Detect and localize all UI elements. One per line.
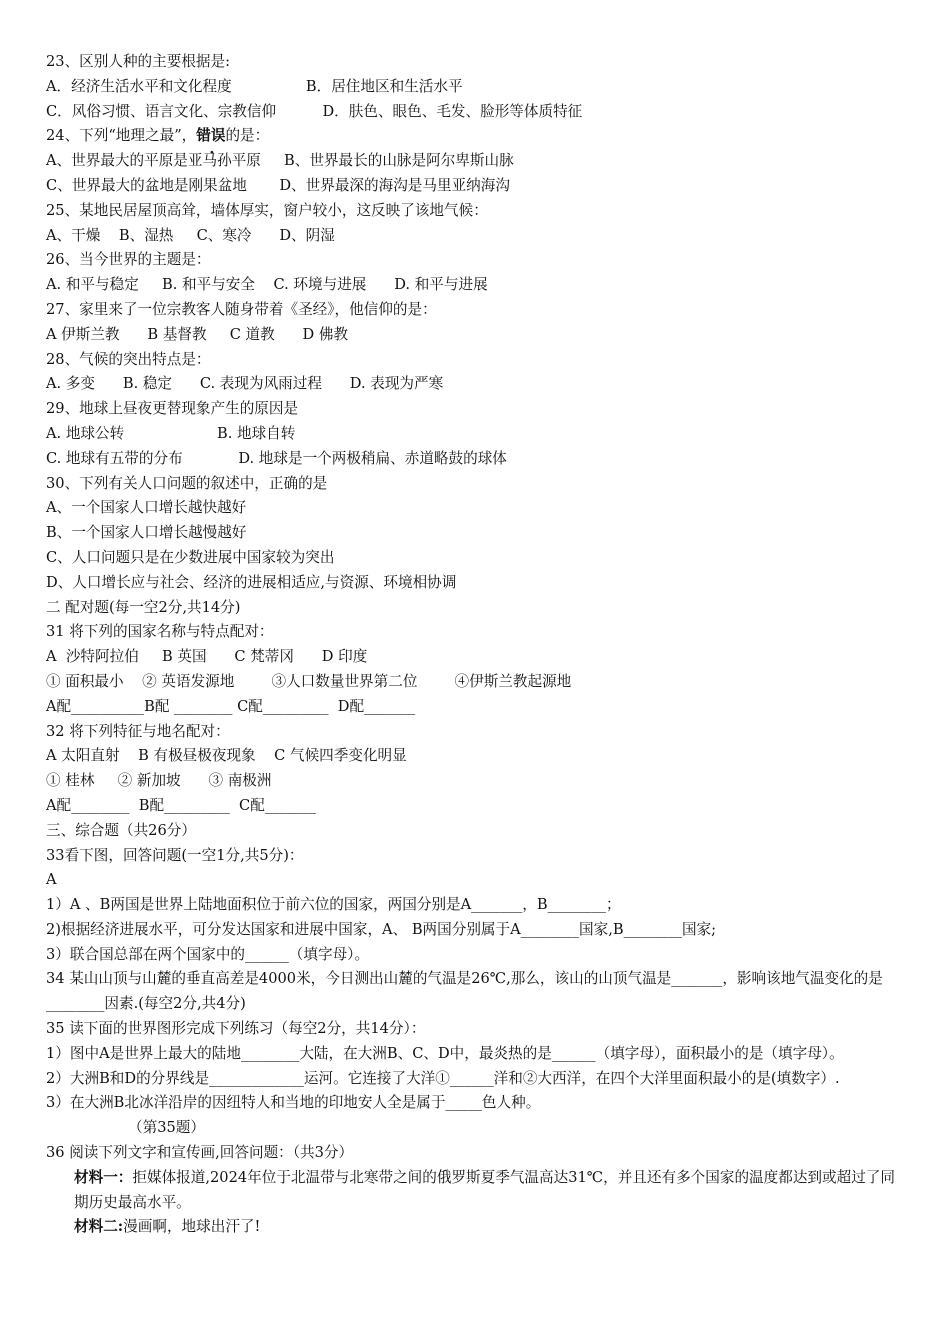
q28-options: A. 多变 B. 稳定 C. 表现为风雨过程 D. 表现为严寒 bbox=[46, 375, 444, 393]
q32-stem: 32 将下列特征与地名配对： bbox=[46, 722, 230, 740]
q27-options: A 伊斯兰教 B 基督教 C 道教 D 佛教 bbox=[46, 325, 349, 343]
q33-stem: 33看下图，回答问题(一空1分,共5分)： bbox=[46, 846, 304, 864]
q30-option-b: B、一个国家人口增长越慢越好 bbox=[46, 524, 247, 542]
q36-stem: 36 阅读下列文字和宣传画,回答问题：（共3分） bbox=[46, 1144, 354, 1162]
q25-stem: 25、某地民居屋顶高耸，墙体厚实，窗户较小，这反映了该地气候： bbox=[46, 201, 488, 219]
q31-features: ① 面积最小 ② 英语发源地 ③人口数量世界第二位 ④伊斯兰教起源地 bbox=[46, 672, 572, 690]
q31-stem: 31 将下列的国家名称与特点配对： bbox=[46, 623, 274, 641]
q26-stem: 26、当今世界的主题是： bbox=[46, 251, 211, 269]
q33-part-3: 3）联合国总部在两个国家中的______（填字母）。 bbox=[46, 945, 370, 963]
q32-features: A 太阳直射 B 有极昼极夜现象 C 气候四季变化明显 bbox=[46, 747, 407, 765]
q32-answer-blanks: A配________ B配_________ C配_______ bbox=[46, 796, 316, 814]
q24-stem bbox=[46, 124, 908, 149]
exam-page bbox=[46, 50, 908, 1240]
q35-part-2: 2）大洲B和D的分界线是_____________运河。它连接了大洋①______洋和②大西洋，在四个大洋里面积最小的是(填数字）. bbox=[46, 1069, 840, 1087]
q35-part-1: 1）图中A是世界上最大的陆地________大陆，在大洲B、C、D中，最炎热的是______（填字母），面积最小的是（填字母）。 bbox=[46, 1044, 844, 1062]
q34-text: 34 某山山顶与山麓的垂直高差是4000米，今日测出山麓的气温是26℃,那么，该山的山顶气温是_______，影响该地气温变化的是________因素.(每空2分,共4分) bbox=[46, 970, 883, 1013]
q26-options: A. 和平与稳定 B. 和平与安全 C. 环境与进展 D. 和平与进展 bbox=[46, 276, 488, 294]
q32-places: ① 桂林 ② 新加坡 ③ 南极洲 bbox=[46, 772, 272, 790]
section-3-heading: 三、综合题（共26分） bbox=[46, 821, 196, 839]
q33-part-1: 1）A 、B两国是世界上陆地面积位于前六位的国家，两国分别是A_______，B________； bbox=[46, 896, 621, 914]
material-2-label: 材料二: bbox=[74, 1218, 124, 1236]
q23-options-ab: A．经济生活水平和文化程度 B．居住地区和生活水平 bbox=[46, 77, 463, 95]
q29-stem: 29、地球上昼夜更替现象产生的原因是 bbox=[46, 400, 299, 418]
q29-options-cd: C. 地球有五带的分布 D. 地球是一个两极稍扁、赤道略鼓的球体 bbox=[46, 449, 507, 467]
q33-figure-label: A bbox=[46, 871, 57, 889]
q35-stem: 35 读下面的世界图形完成下列练习（每空2分，共14分）： bbox=[46, 1020, 426, 1038]
q24-options-ab: A、世界最大的平原是亚马孙平原 B、世界最长的山脉是阿尔卑斯山脉 bbox=[46, 152, 514, 170]
q30-option-a: A、一个国家人口增长越快越好 bbox=[46, 499, 247, 517]
material-1-label: 材料一： bbox=[74, 1168, 133, 1186]
q27-stem: 27、家里来了一位宗教客人随身带着《圣经》，他信仰的是： bbox=[46, 300, 437, 318]
q28-stem: 28、气候的突出特点是： bbox=[46, 350, 211, 368]
material-2 bbox=[46, 1215, 908, 1240]
q29-options-ab: A. 地球公转 B. 地球自转 bbox=[46, 424, 296, 442]
q35-part-3: 3）在大洲B北冰洋沿岸的因纽特人和当地的印地安人全是属于_____色人种。 bbox=[46, 1094, 541, 1112]
q31-answer-blanks: A配__________B配 ________ C配_________ D配_______ bbox=[46, 697, 416, 715]
q30-option-d: D、人口增长应与社会、经济的进展相适应,与资源、环境相协调 bbox=[46, 573, 457, 591]
q35-caption: （第35题） bbox=[128, 1119, 205, 1137]
q30-option-c: C、人口问题只是在少数进展中国家较为突出 bbox=[46, 548, 335, 566]
q31-countries: A 沙特阿拉伯 B 英国 C 梵蒂冈 D 印度 bbox=[46, 648, 368, 666]
q25-options: A、干燥 B、湿热 C、寒冷 D、阴湿 bbox=[46, 226, 335, 244]
q33-part-2: 2)根据经济进展水平，可分发达国家和进展中国家，A、 B两国分别属于A________国家,B________国家; bbox=[46, 920, 717, 938]
material-2-text: 漫画啊，地球出汗了! bbox=[123, 1218, 261, 1236]
material-1-text: 拒媒体报道,2024年位于北温带与北寒带之间的俄罗斯夏季气温高达31℃，并且还有多个国家的温度都达到或超过了同期历史最高水平。 bbox=[74, 1168, 895, 1211]
section-2-heading: 二 配对题(每一空2分,共14分) bbox=[46, 598, 241, 616]
material-1 bbox=[46, 1166, 908, 1216]
q23-stem: 23、区别人种的主要根据是: bbox=[46, 53, 231, 70]
q24-stem-end: 的是： bbox=[225, 127, 270, 145]
q24-emphasis: 错误 bbox=[196, 127, 226, 145]
q24-stem-start: 24、下列“地理之最”， bbox=[46, 127, 197, 145]
q24-options-cd: C、世界最大的盆地是刚果盆地 D、世界最深的海沟是马里亚纳海沟 bbox=[46, 176, 510, 194]
q30-stem: 30、下列有关人口问题的叙述中，正确的是 bbox=[46, 474, 328, 492]
q23-options-cd: C．风俗习惯、语言文化、宗教信仰 D．肤色、眼色、毛发、脸形等体质特征 bbox=[46, 102, 583, 120]
